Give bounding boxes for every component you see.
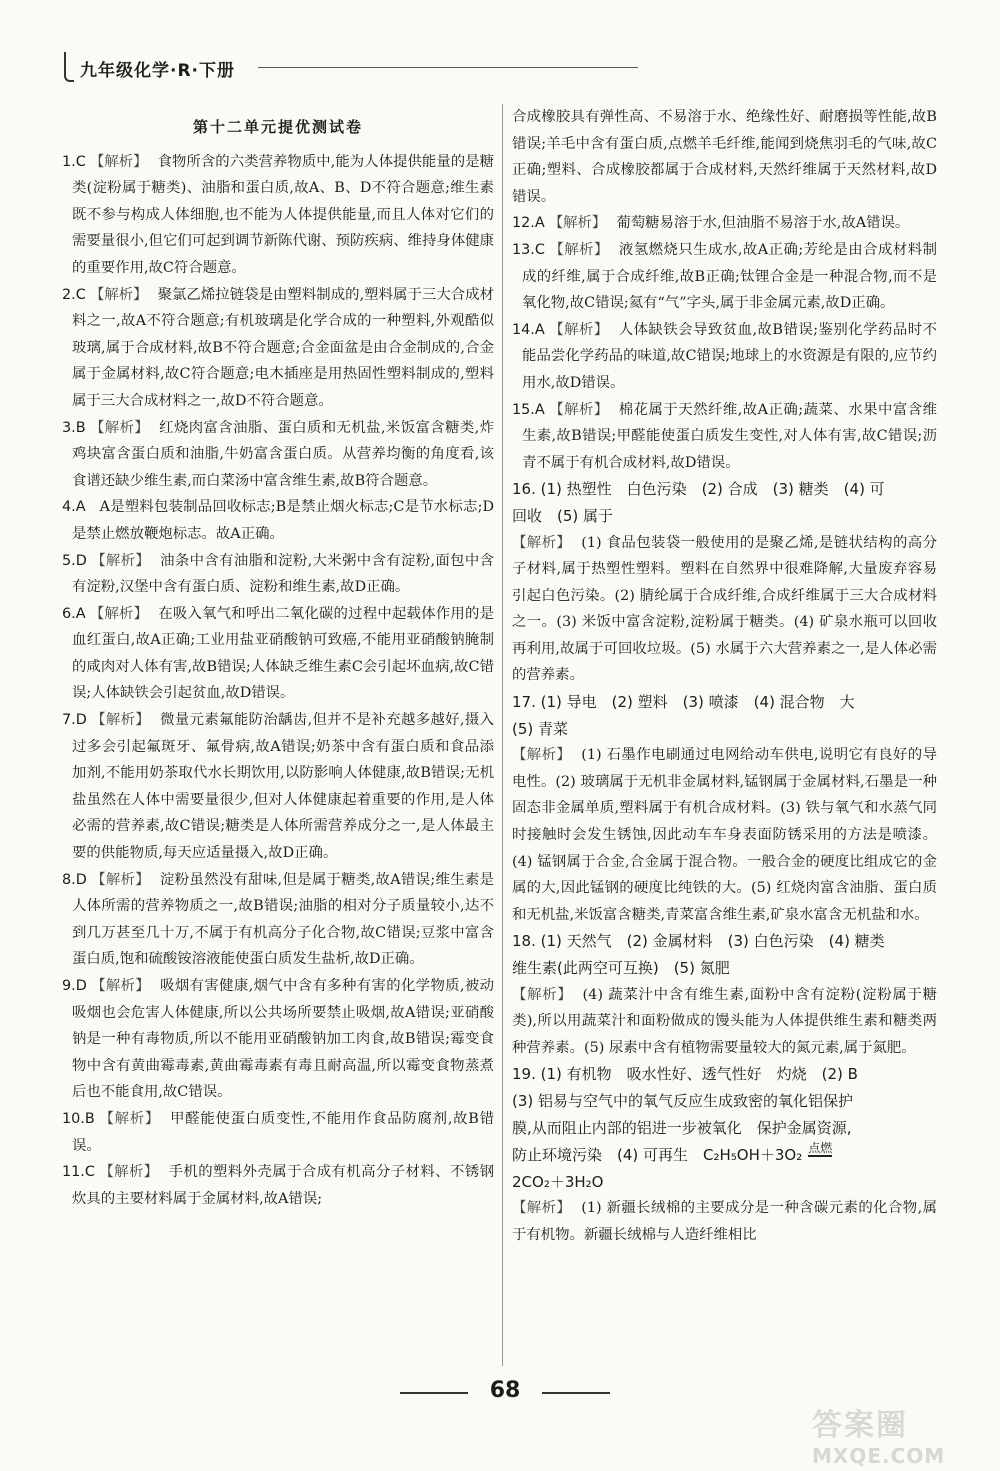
column-divider [502,104,503,1366]
item-number: 13. [512,241,535,258]
item-number: 1. [62,153,76,170]
answer-item [62,282,494,415]
analysis-tag: 【解析】 [89,419,150,436]
q16-analysis-text: (1) 食品包装袋一般使用的是聚乙烯,是链状结构的高分子材料,属于热塑性塑料。塑料在自然界中很难降解,大量废弃容易引起白色污染。(2) 腈纶属于合成纤维,合成纤维属于三大合成材料之一。(3) 米饭中富含淀粉,淀粉属于糖类。(4) 矿泉水瓶可以回收再利用,故属于可回收垃圾。(5) 水属于六大营养素之一,是人体必需的营养素。 [512,534,937,684]
q19-equation-reactants: 防止环境污染 (4) 可再生 C₂H₅OH＋3O₂ [512,1146,803,1165]
analysis-tag: 【解析】 [90,552,151,569]
answer-letter: D [75,978,87,994]
answer-item [62,973,494,1106]
footer-rule-left [400,1392,468,1394]
answer-item [62,415,494,495]
item-analysis-text: 聚氯乙烯拉链袋是由塑料制成的,塑料属于三大合成材料之一,故A不符合题意;有机玻璃是化学合成的一种塑料,外观酷似玻璃,属于合成材料,故B不符合题意;合金面盆是由合金制成的,合金属于金属材料,故C符合题意;电木插座是用热固性塑料制成的,塑料属于三大合成材料之一,故D不符合题意。 [72,286,494,409]
answer-letter: C [84,1164,95,1181]
item-number: 9. [62,978,76,994]
analysis-tag: 【解析】 [90,978,151,994]
item-analysis-text: 甲醛能使蛋白质变性,不能用作食品防腐剂,故B错误。 [72,1110,494,1154]
answer-letter: A [75,605,86,622]
item-number: 11. [62,1164,85,1181]
item-number: 3. [62,419,76,436]
item-number: 5. [62,552,76,569]
q19-answer-line: 膜,从而阻止内部的铝进一步被氧化 保护金属资源, [512,1118,852,1137]
analysis-tag: 【解析】 [90,712,151,729]
item-analysis-text: 红烧肉富含油脂、蛋白质和无机盐,米饭富含糖类,炸鸡块富含蛋白质和油脂,牛奶富含蛋白质。从营养均衡的角度看,该食谱还缺少维生素,而白菜汤中富含维生素,故B符合题意。 [72,419,494,489]
answer-letter: B [75,419,86,436]
answer-letter: D [75,552,87,569]
item-number: 10. [62,1110,85,1127]
right-column [512,104,937,1249]
q17-answer-line: 17. (1) 导电 (2) 塑料 (3) 喷漆 (4) 混合物 大 [512,693,855,712]
q19-equation-products: 2CO₂＋3H₂O [512,1172,604,1191]
question-17 [512,689,937,928]
answer-item [512,397,937,477]
right-answer-list [512,210,937,476]
left-answer-list [62,149,494,1213]
q16-answer-line: 回收 (5) 属于 [512,506,614,525]
item-analysis-text: 葡萄糖易溶于水,但油脂不易溶于水,故A错误。 [616,215,910,232]
header-rule [258,67,638,68]
answer-item [62,1159,494,1212]
footer-rule-right [542,1392,610,1394]
watermark-logo [812,1400,992,1468]
analysis-tag: 【解析】 [548,401,609,418]
answer-item [62,1106,494,1159]
answer-letter: A [534,215,545,232]
page-footer [400,1378,610,1408]
answer-letter: A [75,499,86,516]
q19-analysis [512,1195,937,1248]
item-number: 14. [512,321,535,338]
header-bracket-ornament [64,52,74,82]
question-18 [512,928,937,1061]
analysis-tag: 【解析】 [89,153,148,170]
item-number: 12. [512,215,535,232]
left-column [62,104,494,1212]
q18-answer-line: 18. (1) 天然气 (2) 金属材料 (3) 白色污染 (4) 糖类 [512,932,885,951]
answer-letter: C [534,241,545,258]
answer-letter: D [75,712,87,729]
q18-analysis [512,982,937,1062]
answer-item [512,317,937,397]
answer-letter: A [534,321,545,338]
q18-answer-line: 维生素(此两空可互换) (5) 氮肥 [512,959,730,977]
answer-item [62,149,494,282]
item-analysis-text: A是塑料包装制品回收标志;B是禁止烟火标志;C是节水标志;D是禁止燃放鞭炮标志。故A正确。 [72,499,494,542]
analysis-tag: 【解析】 [512,986,573,1003]
item-analysis-text: 手机的塑料外壳属于合成有机高分子材料、不锈钢炊具的主要材料属于金属材料,故A错误; [72,1164,494,1207]
analysis-tag: 【解析】 [90,871,150,888]
section-title: 第十二单元提优测试卷 [192,118,363,136]
question-16 [512,476,937,689]
answer-item [512,210,937,237]
item-analysis-text: 人体缺铁会导致贫血,故B错误;鉴别化学药品时不能品尝化学药品的味道,故C错误;地球上的水资源是有限的,应节约用水,故D错误。 [522,321,937,391]
item-analysis-text: 液氢燃烧只生成水,故A正确;芳纶是由合成材料制成的纤维,属于合成纤维,故B正确;钛锂合金是一种混合物,而不是氧化物,故C错误;氦有“气”字头,属于非金属元素,故D正确。 [522,241,937,312]
item-analysis-text: 油条中含有油脂和淀粉,大米粥中含有淀粉,面包中含有淀粉,汉堡中含有蛋白质、淀粉和维生素,故D正确。 [72,552,494,596]
item-analysis-text: 淀粉虽然没有甜味,但是属于糖类,故A错误;维生素是人体所需的营养物质之一,故B错误;油脂的相对分子质量较小,达不到几万甚至几十万,不属于有机高分子化合物,故C错误;豆浆中富含蛋白质,饱和硫酸铵溶液能使蛋白质发生盐析,故D正确。 [72,871,494,968]
analysis-tag: 【解析】 [548,241,609,258]
analysis-tag: 【解析】 [98,1164,159,1181]
question-19 [512,1061,937,1248]
analysis-tag: 【解析】 [548,215,607,232]
q17-answer-line: (5) 青菜 [512,719,569,738]
answer-item [62,548,494,601]
page-number: 68 [489,1378,521,1403]
q19-answer-line: (3) 铝易与空气中的氧气反应生成致密的氧化铝保护 [512,1091,854,1110]
item-analysis-text: 棉花属于天然纤维,故A正确;蔬菜、水果中富含维生素,故B错误;甲醛能使蛋白质发生变性,对人体有害,故C错误;沥青不属于有机合成材料,故D错误。 [522,401,937,471]
answer-letter: C [75,153,86,170]
q16-answer-line: 16. (1) 热塑性 白色污染 (2) 合成 (3) 糖类 (4) 可 [512,480,885,499]
answer-item [62,494,494,547]
answer-letter: B [84,1110,95,1127]
analysis-tag: 【解析】 [512,1200,572,1217]
item-11-continuation: 合成橡胶具有弹性高、不易溶于水、绝缘性好、耐磨损等性能,故B错误;羊毛中含有蛋白质,点燃羊毛纤维,能闻到烧焦羽毛的气味,故C正确;塑料、合成橡胶都属于合成材料,天然纤维属于天然材料,故D错误。 [512,109,937,205]
reaction-condition: 点燃 [808,1141,833,1156]
item-analysis-text: 食物所含的六类营养物质中,能为人体提供能量的是糖类(淀粉属于糖类)、油脂和蛋白质,故A、B、D不符合题意;维生素既不参与构成人体细胞,也不能为人体提供能量,而且人体对它们的需要量很小,但它们可起到调节新陈代谢、预防疾病、维持身体健康的重要作用,故C符合题意。 [72,153,494,276]
item-analysis-text: 在吸入氧气和呼出二氧化碳的过程中起载体作用的是血红蛋白,故A正确;工业用盐亚硝酸钠可致癌,不能用亚硝酸钠腌制的咸肉对人体有害,故B错误;人体缺乏维生素C会引起坏血病,故C错误;人体缺铁会引起贫血,故D错误。 [72,605,494,702]
analysis-tag: 【解析】 [512,747,572,764]
answer-item [512,237,937,317]
q17-analysis [512,742,937,928]
header-title: 九年级化学·R·下册 [80,61,236,81]
watermark-text: 答案圈 [812,1408,908,1443]
item-number: 8. [62,871,76,888]
answer-letter: A [534,401,545,418]
q19-answer-line [512,1141,937,1169]
analysis-tag: 【解析】 [548,321,609,338]
answer-letter: C [75,286,86,303]
q18-analysis-text: (4) 蔬菜汁中含有维生素,面粉中含有淀粉(淀粉属于糖类),所以用蔬菜汁和面粉做成的馒头能为人体提供维生素和糖类两种营养素。(5) 尿素中含有植物需要量较大的氮元素,属于氮肥。 [512,986,937,1056]
q19-answer-line: 19. (1) 有机物 吸水性好、透气性好 灼烧 (2) B [512,1065,858,1084]
item-number: 4. [62,499,76,516]
analysis-tag: 【解析】 [89,286,148,303]
analysis-tag: 【解析】 [98,1110,161,1127]
item-number: 6. [62,605,76,622]
q16-analysis [512,530,937,690]
answer-letter: D [75,871,87,888]
answer-item [62,707,494,867]
item-number: 7. [62,712,76,729]
answer-item [62,601,494,707]
item-number: 15. [512,401,535,418]
item-number: 2. [62,286,76,303]
watermark-url: MXQE.COM [812,1444,946,1468]
q19-analysis-text: (1) 新疆长绒棉的主要成分是一种含碳元素的化合物,属于有机物。新疆长绒棉与人造纤维相比 [512,1200,937,1243]
answer-item [62,867,494,973]
analysis-tag: 【解析】 [89,605,149,622]
item-analysis-text: 微量元素氟能防治龋齿,但并不是补充越多越好,摄入过多会引起氟斑牙、氟骨病,故A错误;奶茶中含有蛋白质和食品添加剂,不能用奶茶取代水长期饮用,以防影响人体健康,故B错误;无机盐虽然在人体中需要量很少,但对人体健康起着重要的作用,是人体必需的营养素,故C错误;糖类是人体所需营养成分之一,是人体最主要的供能物质,每天应适量摄入,故D正确。 [72,712,494,862]
page-header [58,50,638,86]
analysis-tag: 【解析】 [512,534,572,551]
q17-analysis-text: (1) 石墨作电刷通过电网给动车供电,说明它有良好的导电性。(2) 玻璃属于无机非金属材料,锰钢属于金属材料,石墨是一种固态非金属单质,塑料属于有机合成材料。(3) 铁与氧气和水蒸气同时接触时会发生锈蚀,因此动车车身表面防锈采用的方法是喷漆。(4) 锰钢属于合金,合金属于混合物。一般合金的硬度比组成它的金属的大,因此锰钢的硬度比纯铁的大。(5) 红烧肉富含油脂、蛋白质和无机盐,米饭富含糖类,青菜富含维生素,矿泉水富含无机盐和水。 [512,747,937,923]
item-analysis-text: 吸烟有害健康,烟气中含有多种有害的化学物质,被动吸烟也会危害人体健康,所以公共场所要禁止吸烟,故A错误;亚硝酸钠是一种有毒物质,所以不能用亚硝酸钠加工肉食,故B错误;霉变食物中含有黄曲霉毒素,黄曲霉毒素有毒且耐高温,所以霉变食物蒸煮后也不能食用,故C错误。 [72,978,494,1101]
